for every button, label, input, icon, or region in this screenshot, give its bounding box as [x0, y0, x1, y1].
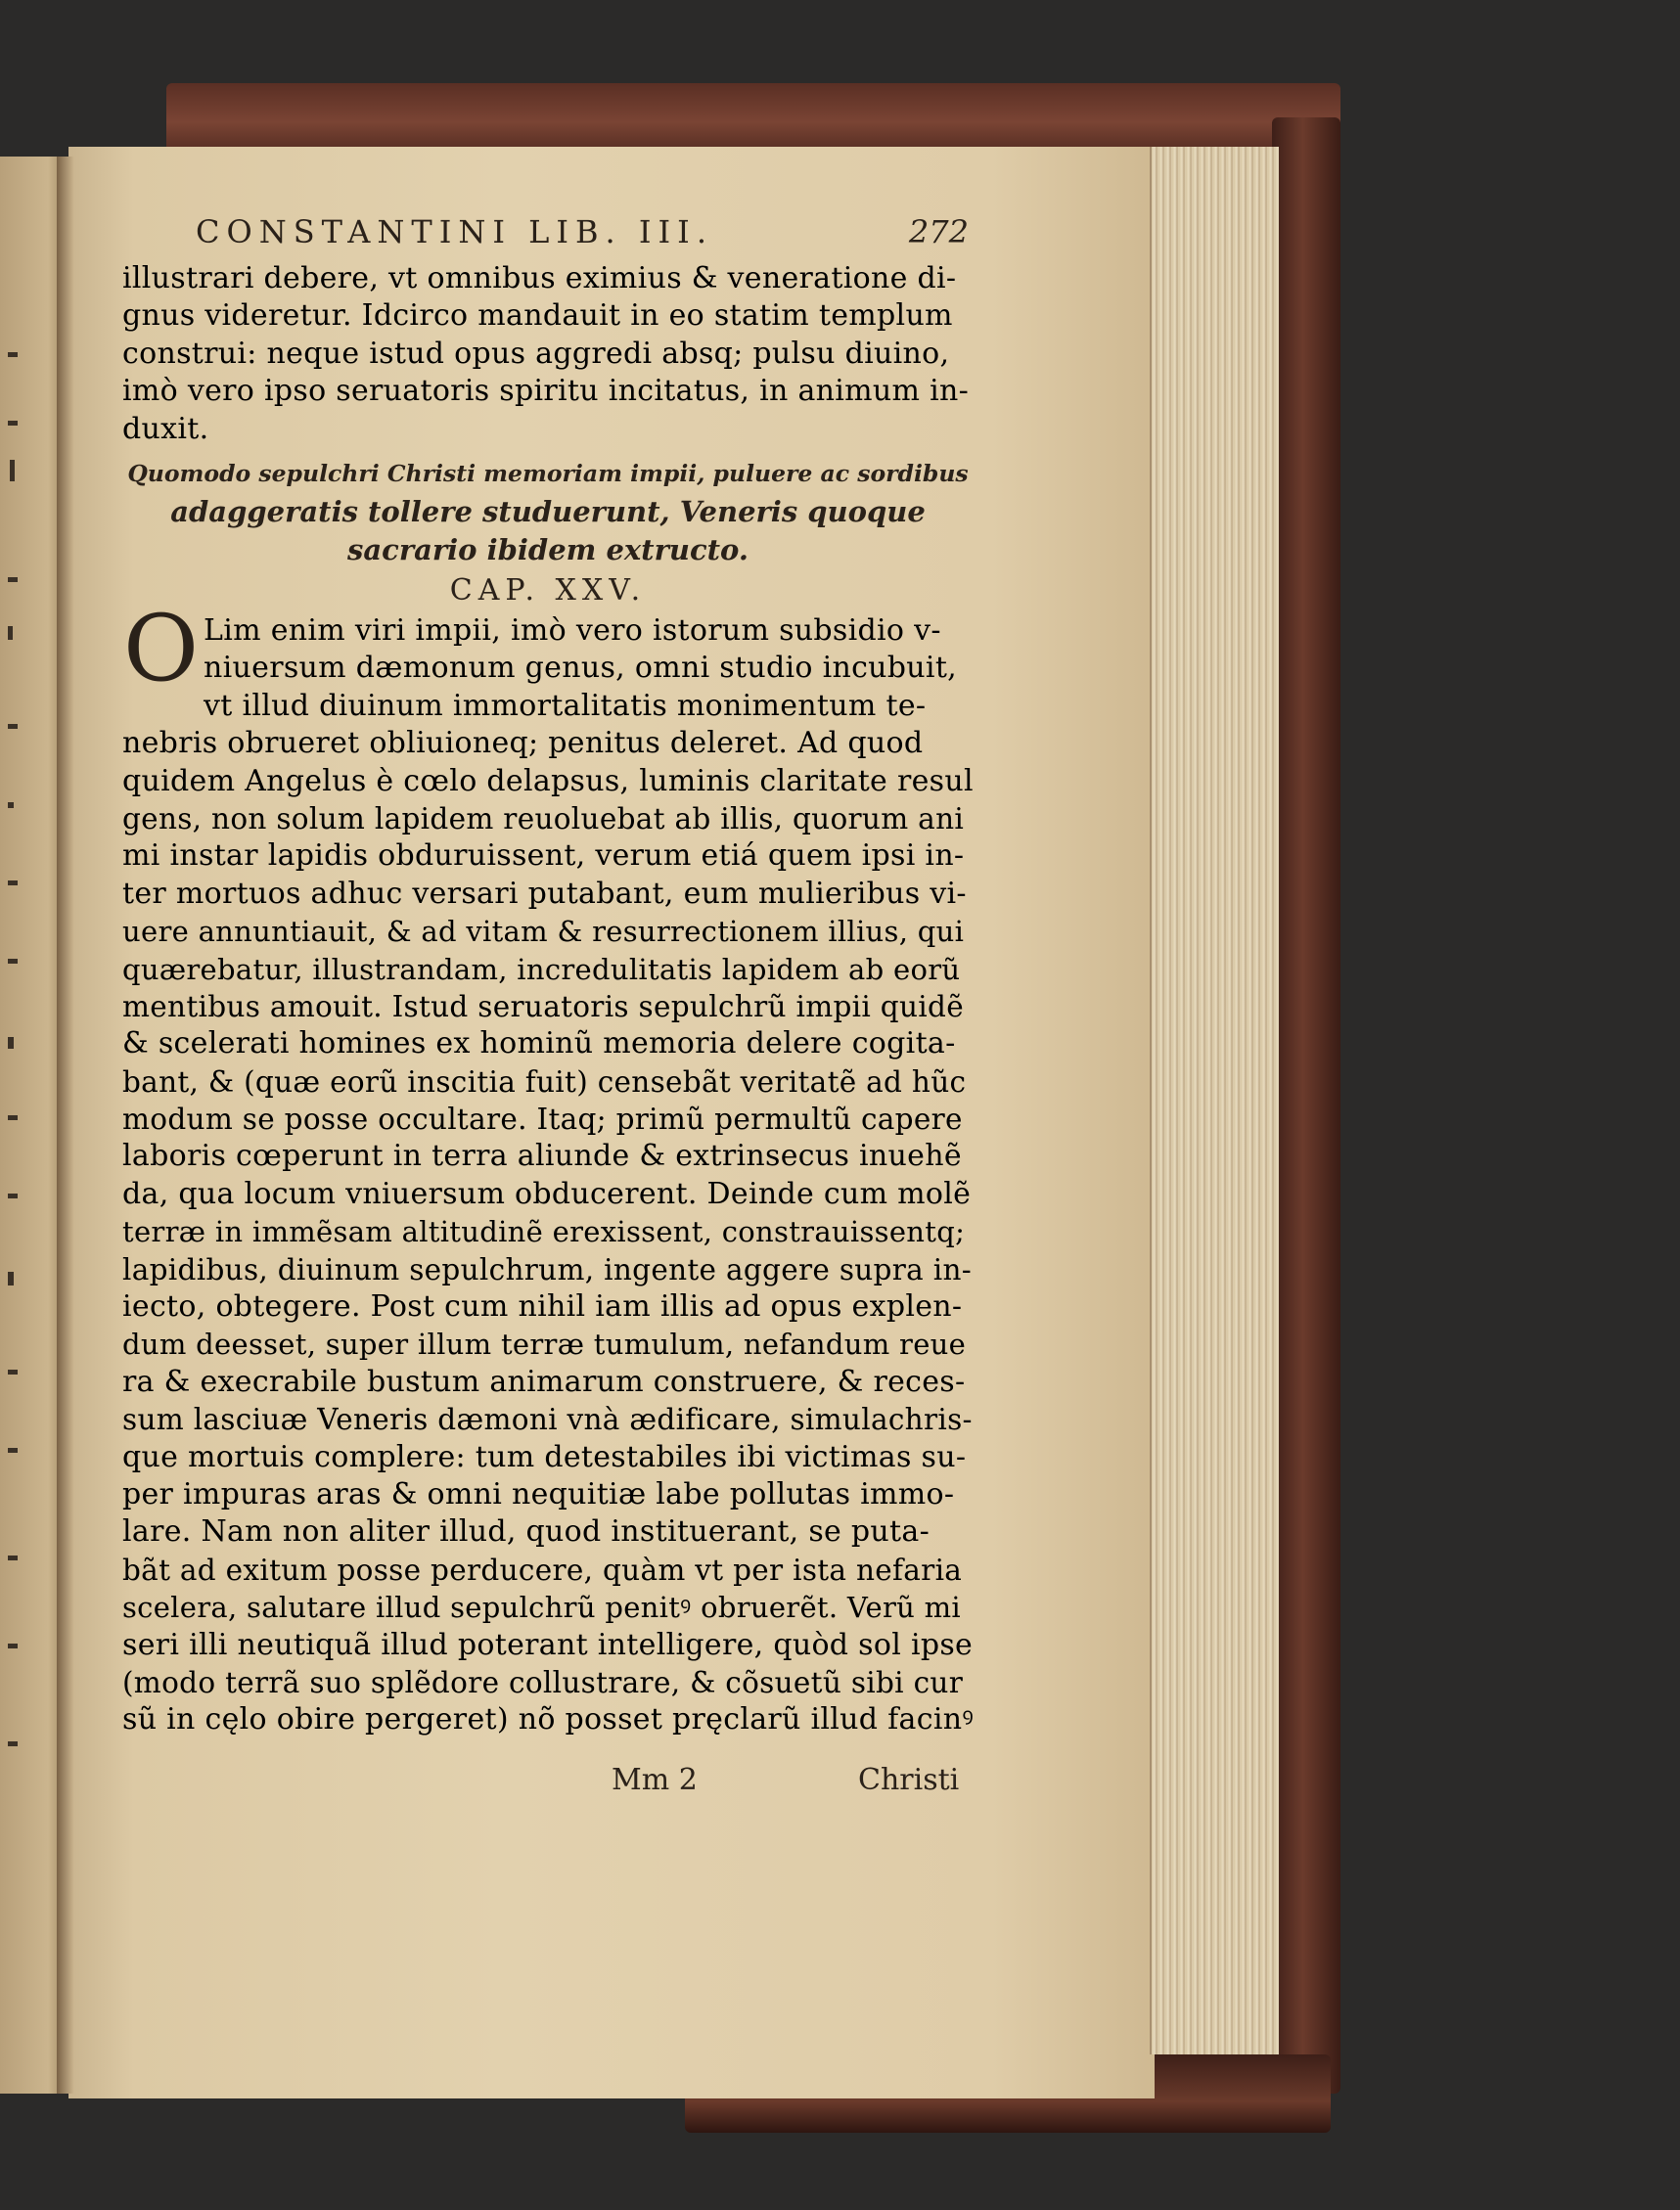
text-line: bãt ad exitum posse perducere, quàm vt per ista nefaria	[122, 1553, 963, 1587]
text-line: per impuras aras & omni nequitiæ labe pollutas immo-	[122, 1476, 955, 1511]
text-line: quærebatur, illustrandam, incredulitatis lapidem ab eorũ	[122, 952, 961, 986]
drop-cap-initial: O	[123, 596, 200, 702]
text-line: gens, non solum lapidem reuoluebat ab illis, quorum ani	[122, 801, 965, 835]
text-line: nebris obrueret obliuioneq; penitus deleret. Ad quod	[122, 726, 924, 761]
text-line: imò vero ipso seruatoris spiritu incitatus, in animum in-	[122, 374, 970, 409]
text-line: terræ in immẽsam altitudinẽ erexissent, constrauissentq;	[122, 1215, 966, 1249]
page-fore-edge	[1150, 147, 1279, 2054]
text-line: lare. Nam non aliter illud, quod instituerant, se puta-	[122, 1514, 931, 1550]
chapter-number: CAP. XXV.	[449, 573, 647, 608]
text-line: lapidibus, diuinum sepulchrum, ingente aggere supra in-	[122, 1252, 973, 1286]
text-line: uere annuntiauit, & ad vitam & resurrectionem illius, qui	[122, 915, 965, 949]
text-line: niuersum dæmonum genus, omni studio incubuit,	[204, 651, 958, 686]
chapter-heading-line: adaggeratis tollere studuerunt, Veneris quoque	[170, 495, 926, 528]
text-line: ra & execrabile bustum animarum construere, & reces-	[122, 1364, 966, 1399]
text-line: scelera, salutare illud sepulchrũ penitꝰ obruerẽt. Verũ mi	[122, 1591, 961, 1625]
text-line: (modo terrã suo splẽdore collustrare, & cõsuetũ sibi cur	[122, 1665, 964, 1699]
running-head	[196, 213, 969, 258]
text-line: mi instar lapidis obduruissent, verum etiá quem ipsi in-	[122, 838, 965, 874]
text-line: dum deesset, super illum terræ tumulum, nefandum reue	[122, 1328, 967, 1362]
text-line: sum lasciuæ Veneris dæmoni vnà ædificare, simulachris-	[122, 1403, 973, 1437]
text-line: gnus videretur. Idcirco mandauit in eo statim templum	[122, 298, 953, 334]
catchword: Christi	[858, 1763, 960, 1797]
text-line: ter mortuos adhuc versari putabant, eum mulieribus vi-	[122, 876, 967, 911]
signature-mark: Mm 2	[612, 1763, 698, 1797]
text-line: laboris cœperunt in terra aliunde & extrinsecus inuehẽ	[122, 1139, 962, 1174]
text-line: duxit.	[122, 411, 209, 446]
text-line: modum se posse occultare. Itaq; primũ permultũ capere	[122, 1103, 963, 1137]
text-line: construi: neque istud opus aggredi absq; pulsu diuino,	[122, 336, 950, 371]
text-line: bant, & (quæ eorũ inscitia fuit) censebãt veritatẽ ad hũc	[122, 1064, 967, 1099]
page-gutter	[57, 157, 74, 2094]
text-line: iecto, obtegere. Post cum nihil iam illis ad opus explen-	[122, 1289, 963, 1325]
text-line: da, qua locum vniuersum obducerent. Deinde cum molẽ	[122, 1176, 972, 1211]
text-block-main	[122, 612, 974, 1739]
text-line: mentibus amouit. Istud seruatoris sepulchrũ impii quidẽ	[122, 989, 964, 1023]
text-line: seri illi neutiquã illud poterant intelligere, quòd sol ipse	[122, 1627, 974, 1662]
book-cover-right	[1272, 117, 1340, 2094]
text-line: vt illud diuinum immortalitatis monimentum te-	[204, 688, 927, 723]
text-line: sũ in cęlo obire pergeret) nõ posset pręclarũ illud facinꝰ	[122, 1702, 975, 1737]
text-line: & scelerati homines ex hominũ memoria delere cogita-	[122, 1026, 956, 1061]
text-line: quidem Angelus è cœlo delapsus, luminis claritate resul	[122, 763, 974, 798]
text-block-top	[122, 260, 974, 448]
chapter-heading-line: sacrario ibidem extructo.	[347, 533, 749, 566]
text-line: illustrari debere, vt omnibus eximius & veneratione di-	[122, 261, 957, 295]
running-title: CONSTANTINI LIB. III.	[196, 213, 713, 250]
chapter-heading-line: Quomodo sepulchri Christi memoriam impii, puluere ac sordibus	[127, 460, 969, 487]
folio-number: 272	[908, 213, 969, 250]
text-line: Lim enim viri impii, imò vero istorum subsidio v-	[204, 613, 941, 648]
text-line: que mortuis complere: tum detestabiles ibi victimas su-	[122, 1439, 967, 1474]
chapter-heading	[122, 455, 974, 569]
facing-page-text-fragments	[0, 293, 39, 1859]
